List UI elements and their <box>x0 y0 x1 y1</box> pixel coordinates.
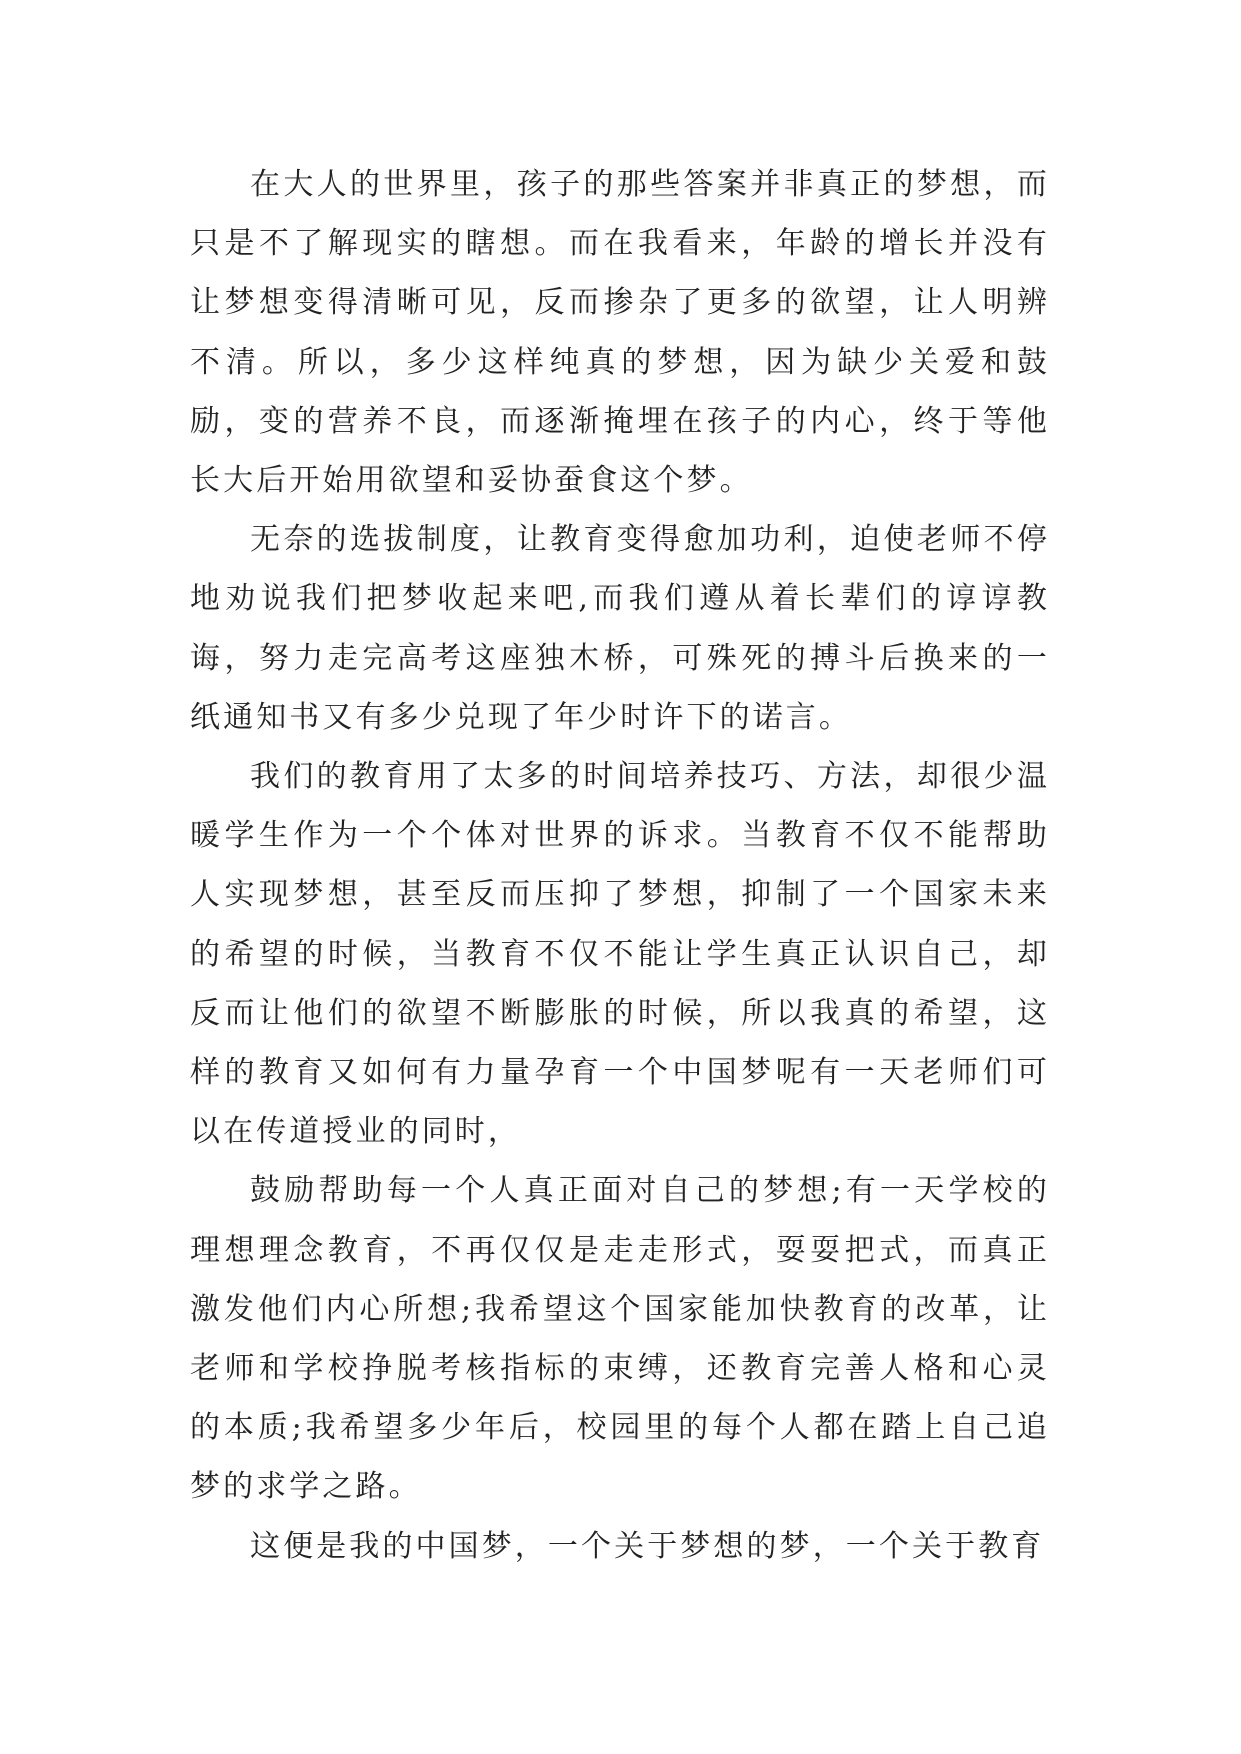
paragraph-5: 这便是我的中国梦，一个关于梦想的梦，一个关于教育 <box>250 1528 1045 1564</box>
paragraph-1: 在大人的世界里，孩子的那些答案并非真正的梦想，而只是不了解现实的瞎想。而在我看来，年龄的增长并没有让梦想变得清晰可见，反而掺杂了更多的欲望，让人明辨不清。所以，多少这样纯真的梦想，因为缺少关爱和鼓励，变的营养不良，而逐渐掩埋在孩子的内心，终于等他长大后开始用欲望和妥协蚕食这个梦。 <box>190 167 1050 499</box>
paragraph-3: 我们的教育用了太多的时间培养技巧、方法，却很少温暖学生作为一个个体对世界的诉求。当教育不仅不能帮助人实现梦想，甚至反而压抑了梦想，抑制了一个国家未来的希望的时候，当教育不仅不能让学生真正认识自己，却反而让他们的欲望不断膨胀的时候，所以我真的希望，这样的教育又如何有力量孕育一个中国梦呢有一天老师们可以在传道授业的同时， <box>190 759 1050 1150</box>
document-body <box>190 155 1050 1576</box>
paragraph-2: 无奈的选拔制度，让教育变得愈加功利，迫使老师不停地劝说我们把梦收起来吧,而我们遵从着长辈们的谆谆教诲，努力走完高考这座独木桥，可殊死的搏斗后换来的一纸通知书又有多少兑现了年少时许下的诺言。 <box>190 522 1050 735</box>
paragraph-4: 鼓励帮助每一个人真正面对自己的梦想;有一天学校的理想理念教育，不再仅仅是走走形式，耍耍把式，而真正激发他们内心所想;我希望这个国家能加快教育的改革，让老师和学校挣脱考核指标的束缚，还教育完善人格和心灵的本质;我希望多少年后，校园里的每个人都在踏上自己追梦的求学之路。 <box>190 1173 1050 1505</box>
